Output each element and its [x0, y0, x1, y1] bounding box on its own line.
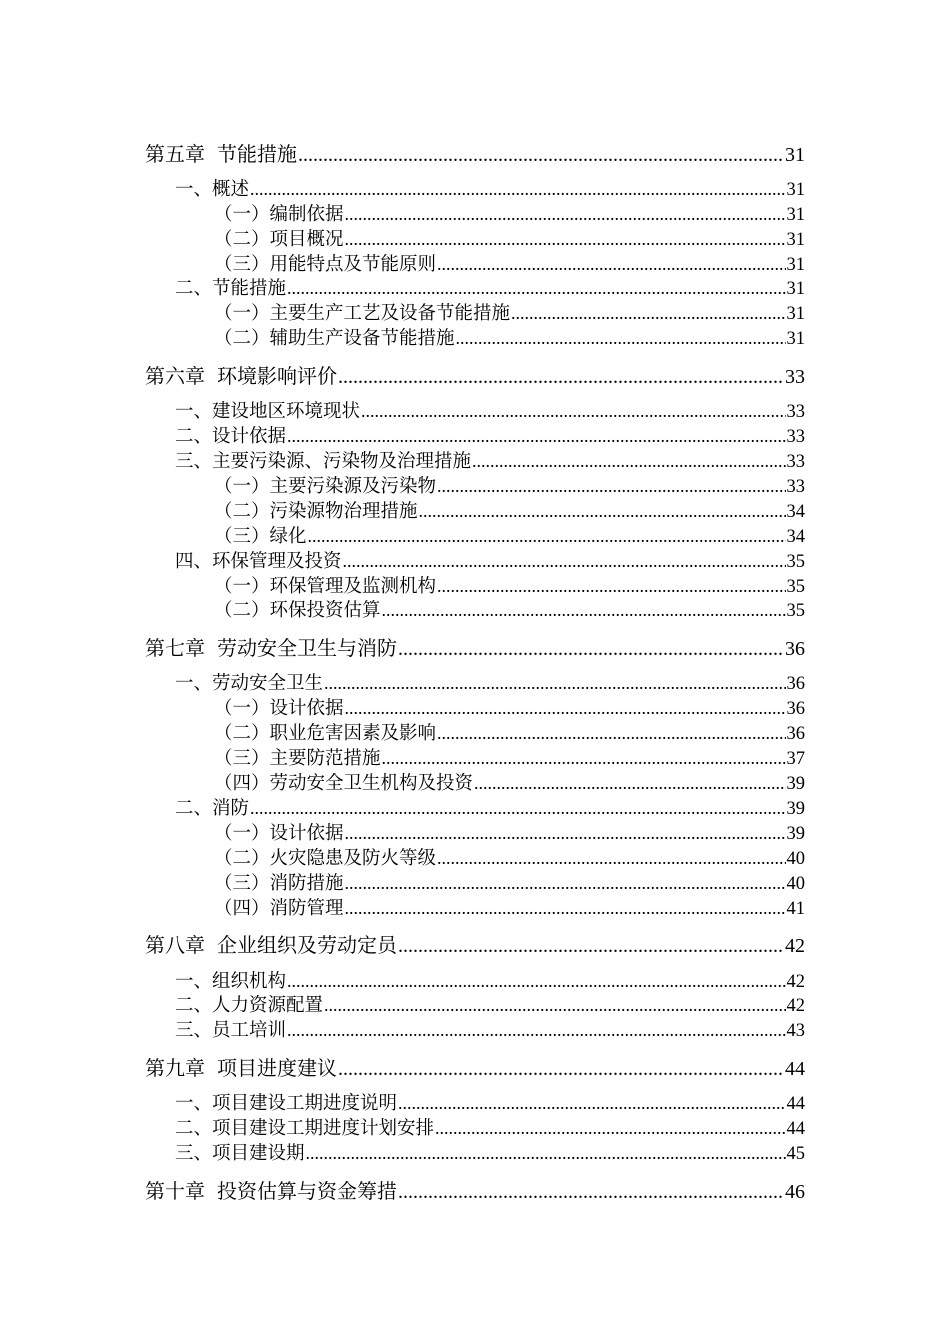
toc-chapter-number: 第六章 [145, 364, 205, 388]
toc-entry-title: 劳动安全卫生与消防 [217, 636, 397, 661]
toc-dot-leader [345, 699, 786, 717]
toc-page-number: 36 [785, 638, 805, 661]
toc-chapter-number: 第九章 [145, 1056, 205, 1081]
toc-dot-leader [419, 502, 786, 520]
toc-chapter-number: 第八章 [145, 933, 205, 958]
toc-page-number: 31 [786, 329, 805, 350]
toc-page-number: 35 [786, 576, 805, 597]
toc-chapter-entry[interactable] [145, 1058, 805, 1079]
toc-page-number: 35 [786, 601, 805, 622]
toc-dot-leader [437, 577, 785, 595]
toc-dot-leader [435, 1119, 785, 1137]
toc-entry-title: （一）设计依据 [214, 822, 344, 844]
toc-subsection-entry[interactable] [214, 577, 805, 597]
toc-entry-title: 三、项目建设期 [175, 1143, 305, 1165]
toc-subsection-entry[interactable] [214, 255, 805, 275]
toc-page-number: 42 [786, 996, 805, 1017]
toc-entry-title: （四）消防管理 [214, 897, 344, 919]
toc-page-number: 33 [786, 427, 805, 448]
toc-page-number: 31 [786, 304, 805, 325]
toc-chapter-entry[interactable] [145, 141, 805, 166]
toc-entry-title: （二）职业危害因素及影响 [214, 723, 437, 745]
toc-chapter-entry[interactable] [145, 935, 805, 956]
toc-page-number: 41 [786, 898, 805, 919]
toc-subsection-entry[interactable] [214, 724, 805, 744]
toc-section-entry[interactable] [175, 552, 805, 572]
toc-section-entry[interactable] [175, 972, 805, 992]
toc-dot-leader [398, 1094, 785, 1112]
toc-page-number: 31 [786, 229, 805, 250]
toc-entry-title: 一、概述 [175, 178, 250, 200]
toc-subsection-entry[interactable] [214, 230, 805, 250]
toc-dot-leader [287, 279, 785, 297]
toc-subsection-entry[interactable] [214, 502, 805, 522]
toc-chapter-number: 第五章 [145, 141, 205, 166]
toc-page-number: 34 [786, 526, 805, 547]
toc-subsection-entry[interactable] [214, 824, 805, 844]
toc-dot-leader [287, 427, 785, 445]
toc-chapter-entry[interactable] [145, 638, 805, 659]
toc-section-entry[interactable] [175, 1021, 805, 1041]
toc-dot-leader [382, 601, 786, 619]
toc-page-number: 31 [786, 254, 805, 275]
toc-entry-title: （二）项目概况 [214, 228, 344, 250]
toc-subsection-entry[interactable] [214, 699, 805, 719]
toc-page-number: 44 [785, 1058, 805, 1081]
toc-chapter-entry[interactable] [145, 1178, 805, 1203]
toc-subsection-entry[interactable] [214, 749, 805, 769]
toc-chapter-entry[interactable] [145, 366, 805, 387]
toc-page-number: 39 [786, 798, 805, 819]
toc-entry-title: 一、建设地区环境现状 [175, 401, 361, 423]
toc-entry-title: （二）火灾隐患及防火等级 [214, 847, 437, 869]
toc-dot-leader [298, 145, 784, 165]
toc-dot-leader [474, 774, 785, 792]
toc-page-number: 42 [786, 971, 805, 992]
toc-page-number: 44 [786, 1094, 805, 1115]
toc-entry-title: 二、设计依据 [175, 426, 287, 448]
toc-dot-leader [511, 304, 785, 322]
toc-entry-title: （三）用能特点及节能原则 [214, 253, 437, 275]
toc-dot-leader [437, 255, 785, 273]
toc-entry-title: （一）设计依据 [214, 698, 344, 720]
toc-subsection-entry[interactable] [214, 874, 805, 894]
toc-section-entry[interactable] [175, 1094, 805, 1114]
toc-entry-title: 三、员工培训 [175, 1020, 287, 1042]
toc-page-number: 44 [786, 1119, 805, 1140]
toc-subsection-entry[interactable] [214, 304, 805, 324]
toc-chapter-number: 第十章 [145, 1178, 205, 1203]
toc-subsection-entry[interactable] [214, 774, 805, 794]
toc-entry-title: （四）劳动安全卫生机构及投资 [214, 773, 474, 795]
toc-section-entry[interactable] [175, 1119, 805, 1139]
toc-section-entry[interactable] [175, 452, 805, 472]
toc-entry-title: （一）环保管理及监测机构 [214, 575, 437, 597]
toc-section-entry[interactable] [175, 279, 805, 299]
toc-page-number: 33 [786, 476, 805, 497]
toc-entry-title: （一）编制依据 [214, 203, 344, 225]
toc-page-number: 33 [786, 402, 805, 423]
toc-section-entry[interactable] [175, 1144, 805, 1164]
toc-page-number: 31 [785, 143, 805, 166]
toc-subsection-entry[interactable] [214, 899, 805, 919]
toc-dot-leader [398, 936, 784, 956]
toc-entry-title: （一）主要生产工艺及设备节能措施 [214, 303, 511, 325]
toc-dot-leader [343, 552, 786, 570]
toc-dot-leader [398, 1182, 784, 1202]
toc-dot-leader [345, 824, 786, 842]
toc-page-number: 36 [786, 724, 805, 745]
toc-dot-leader [437, 849, 785, 867]
toc-page-number: 45 [786, 1144, 805, 1165]
toc-section-entry[interactable] [175, 427, 805, 447]
toc-page-number: 31 [786, 204, 805, 225]
toc-page-number: 40 [786, 848, 805, 869]
toc-subsection-entry[interactable] [214, 527, 805, 547]
toc-dot-leader [398, 639, 784, 659]
toc-dot-leader [250, 799, 785, 817]
toc-subsection-entry[interactable] [214, 329, 805, 349]
toc-page-number: 34 [786, 501, 805, 522]
toc-subsection-entry[interactable] [214, 601, 805, 621]
toc-entry-title: 三、主要污染源、污染物及治理措施 [175, 451, 472, 473]
toc-dot-leader [345, 874, 786, 892]
toc-subsection-entry[interactable] [214, 849, 805, 869]
toc-entry-title: 企业组织及劳动定员 [217, 933, 397, 958]
toc-page-number: 42 [785, 935, 805, 958]
toc-dot-leader [338, 367, 784, 387]
toc-dot-leader [338, 1059, 784, 1079]
toc-section-entry[interactable] [175, 402, 805, 422]
toc-dot-leader [345, 899, 786, 917]
toc-entry-title: 一、劳动安全卫生 [175, 673, 324, 695]
toc-page-number: 36 [786, 674, 805, 695]
toc-entry-title: （三）消防措施 [214, 872, 344, 894]
toc-dot-leader [345, 230, 786, 248]
toc-page-number: 33 [785, 366, 805, 388]
toc-entry-title: （二）辅助生产设备节能措施 [214, 328, 455, 350]
toc-dot-leader [308, 527, 786, 545]
toc-page-number: 46 [785, 1180, 805, 1203]
toc-dot-leader [287, 1021, 785, 1039]
toc-dot-leader [287, 972, 785, 990]
toc-dot-leader [345, 205, 786, 223]
toc-entry-title: （二）环保投资估算 [214, 600, 381, 622]
toc-entry-title: （三）主要防范措施 [214, 748, 381, 770]
toc-dot-leader [456, 329, 786, 347]
toc-page-number: 31 [786, 279, 805, 300]
toc-page-number: 31 [786, 179, 805, 200]
toc-page-number: 35 [786, 551, 805, 572]
toc-entry-title: 二、人力资源配置 [175, 995, 324, 1017]
toc-section-entry[interactable] [175, 180, 805, 200]
toc-entry-title: （一）主要污染源及污染物 [214, 475, 437, 497]
toc-dot-leader [437, 724, 785, 742]
toc-dot-leader [324, 996, 785, 1014]
toc-dot-leader [306, 1144, 786, 1162]
toc-entry-title: 项目进度建议 [217, 1056, 337, 1081]
toc-section-entry[interactable] [175, 799, 805, 819]
toc-dot-leader [382, 749, 786, 767]
toc-dot-leader [250, 180, 785, 198]
toc-entry-title: 二、项目建设工期进度计划安排 [175, 1118, 435, 1140]
toc-page-number: 39 [786, 774, 805, 795]
toc-page-number: 33 [786, 452, 805, 473]
toc-subsection-entry[interactable] [214, 477, 805, 497]
toc-dot-leader [437, 477, 785, 495]
toc-entry-title: 二、节能措施 [175, 278, 287, 300]
toc-entry-title: 投资估算与资金筹措 [217, 1178, 397, 1203]
toc-page-number: 39 [786, 823, 805, 844]
toc-entry-title: 节能措施 [217, 141, 297, 166]
toc-entry-title: 一、项目建设工期进度说明 [175, 1093, 398, 1115]
toc-entry-title: 一、组织机构 [175, 970, 287, 992]
toc-page-number: 40 [786, 873, 805, 894]
toc-page-number: 43 [786, 1021, 805, 1042]
toc-section-entry[interactable] [175, 996, 805, 1016]
toc-entry-title: 环境影响评价 [217, 364, 337, 388]
toc-page-number: 36 [786, 699, 805, 720]
toc-dot-leader [472, 452, 785, 470]
toc-section-entry[interactable] [175, 674, 805, 694]
toc-subsection-entry[interactable] [214, 205, 805, 225]
toc-entry-title: 四、环保管理及投资 [175, 550, 342, 572]
toc-chapter-number: 第七章 [145, 636, 205, 661]
toc-dot-leader [361, 402, 785, 420]
toc-page-number: 37 [786, 749, 805, 770]
toc-entry-title: （三）绿化 [214, 525, 307, 547]
toc-entry-title: 二、消防 [175, 797, 250, 819]
toc-dot-leader [324, 674, 785, 692]
toc-entry-title: （二）污染源物治理措施 [214, 500, 418, 522]
